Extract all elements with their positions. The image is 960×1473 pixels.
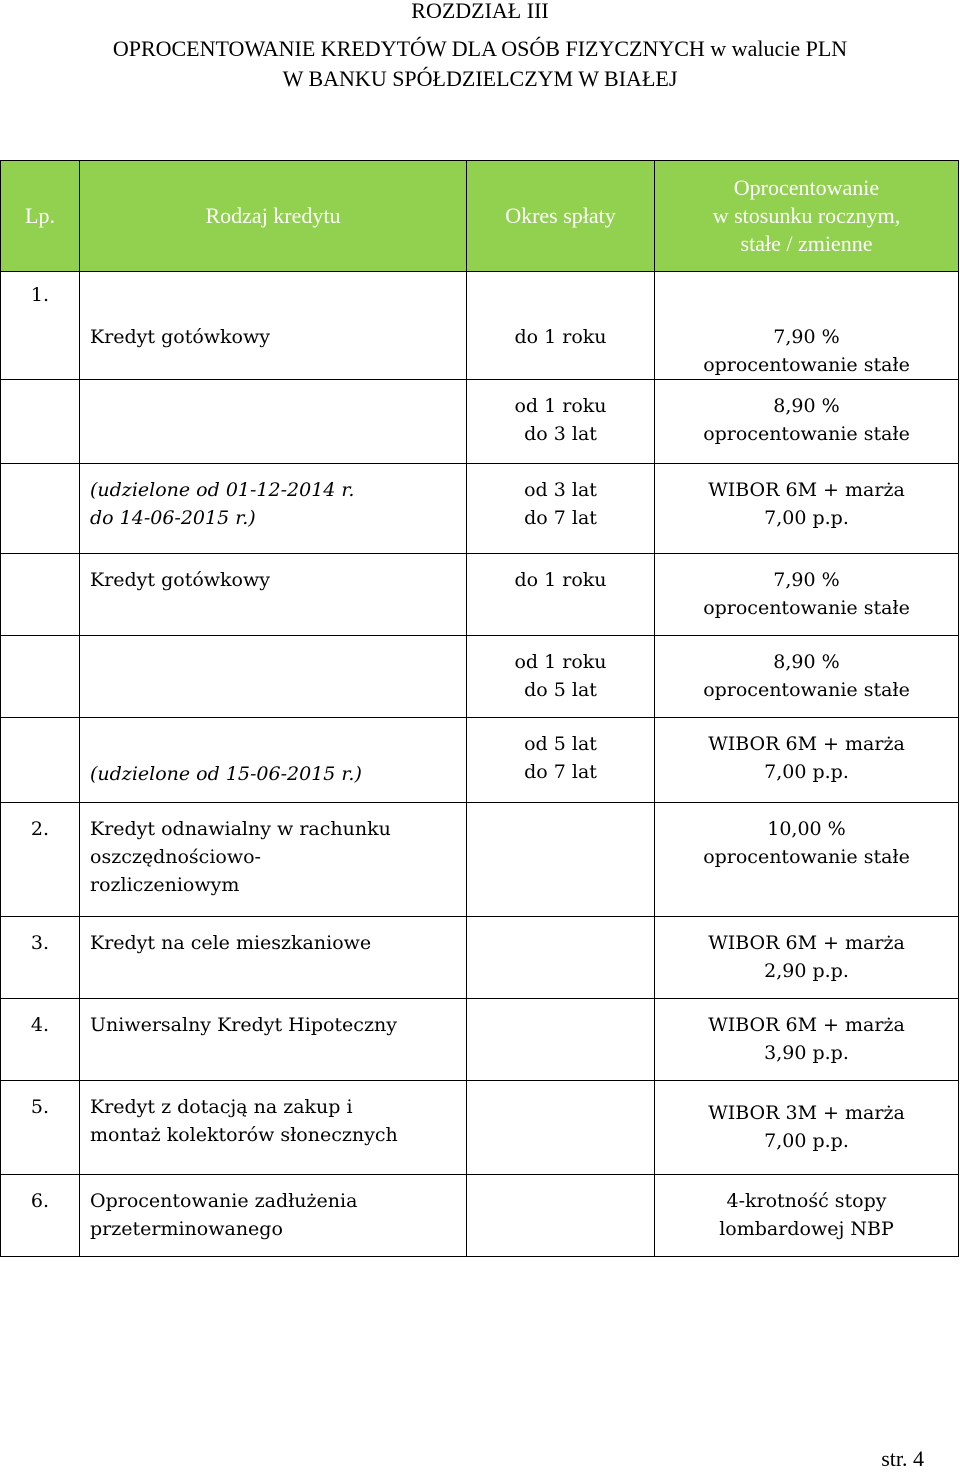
credit-name-line1: Oprocentowanie zadłużenia <box>90 1190 358 1212</box>
rate-value: 10,00 % <box>767 818 846 840</box>
credit-name-line3: rozliczeniowym <box>90 874 240 896</box>
period <box>467 718 655 803</box>
credit-name-line1: Kredyt odnawialny w rachunku <box>90 818 391 840</box>
rate-margin: 7,00 p.p. <box>764 1130 849 1152</box>
rate-margin: 7,00 p.p. <box>764 507 849 529</box>
period <box>467 380 655 464</box>
period-from: od 3 lat <box>524 479 597 501</box>
rate-type: oprocentowanie stałe <box>703 679 910 701</box>
row-number: 2. <box>1 803 80 917</box>
note-line1: (udzielone od 01-12-2014 r. <box>90 479 355 501</box>
credit-name <box>80 1175 467 1257</box>
rate-value: WIBOR 6M + marża <box>708 733 905 755</box>
rate-cell <box>655 1175 959 1257</box>
rate-basis: lombardowej NBP <box>719 1218 894 1240</box>
period-from: od 1 roku <box>514 395 607 417</box>
rate-cell <box>655 554 959 636</box>
rate-cell <box>655 272 959 380</box>
period-to: do 7 lat <box>524 761 597 783</box>
rate-cell <box>655 803 959 917</box>
period <box>467 464 655 554</box>
credit-name <box>80 803 467 917</box>
rate-value: WIBOR 3M + marża <box>708 1102 905 1124</box>
table-header-row <box>1 161 959 272</box>
rate-value: WIBOR 6M + marża <box>708 932 905 954</box>
rate-cell <box>655 917 959 999</box>
row-number: 6. <box>1 1175 80 1257</box>
rate-value: 4-krotność stopy <box>726 1190 887 1212</box>
rate-value: WIBOR 6M + marża <box>708 479 905 501</box>
credit-note: (udzielone od 15-06-2015 r.) <box>80 718 467 803</box>
interest-rate-table <box>0 160 959 1257</box>
rate-cell <box>655 999 959 1081</box>
rate-value: 7,90 % <box>773 326 840 348</box>
table-row <box>1 718 959 803</box>
rate-value: WIBOR 6M + marża <box>708 1014 905 1036</box>
table-row <box>1 272 959 380</box>
table-row <box>1 636 959 718</box>
header-rate-line3: stałe / zmienne <box>740 231 873 256</box>
note-line2: do 14-06-2015 r.) <box>90 507 256 529</box>
table-row <box>1 464 959 554</box>
rate-margin: 3,90 p.p. <box>764 1042 849 1064</box>
rate-value: 8,90 % <box>773 395 840 417</box>
credit-name-line2: przeterminowanego <box>90 1218 283 1240</box>
header-rate <box>655 161 959 272</box>
row-number: 3. <box>1 917 80 999</box>
row-number: 4. <box>1 999 80 1081</box>
page-number: str. 4 <box>881 1446 924 1471</box>
document-title-line1: OPROCENTOWANIE KREDYTÓW DLA OSÓB FIZYCZNYCH w walucie PLN <box>112 36 848 61</box>
rate-margin: 7,00 p.p. <box>764 761 849 783</box>
rate-cell <box>655 1081 959 1175</box>
header-rate-line2: w stosunku rocznym, <box>712 203 901 228</box>
credit-name <box>80 1081 467 1175</box>
rate-type: oprocentowanie stałe <box>703 846 910 868</box>
credit-note <box>80 464 467 554</box>
rate-value: 7,90 % <box>773 569 840 591</box>
period-to: do 7 lat <box>524 507 597 529</box>
header-rate-line1: Oprocentowanie <box>733 175 880 200</box>
row-number: 1. <box>1 272 80 380</box>
rate-type: oprocentowanie stałe <box>703 597 910 619</box>
table-row <box>1 999 959 1081</box>
table-row <box>1 803 959 917</box>
period: do 1 roku <box>467 554 655 636</box>
credit-name: Kredyt gotówkowy <box>80 272 467 380</box>
credit-name-line2: oszczędnościowo- <box>90 846 261 868</box>
period-from: od 1 roku <box>514 651 607 673</box>
rate-margin: 2,90 p.p. <box>764 960 849 982</box>
credit-name: Kredyt gotówkowy <box>80 554 467 636</box>
table-row <box>1 1081 959 1175</box>
header-period: Okres spłaty <box>467 161 655 272</box>
rate-type: oprocentowanie stałe <box>703 423 910 445</box>
header-lp: Lp. <box>1 161 80 272</box>
rate-cell <box>655 718 959 803</box>
credit-name-line1: Kredyt z dotacją na zakup i <box>90 1096 353 1118</box>
chapter-title: ROZDZIAŁ III <box>411 0 549 23</box>
rate-cell <box>655 464 959 554</box>
period-to: do 3 lat <box>524 423 597 445</box>
table-row <box>1 917 959 999</box>
table-row <box>1 1175 959 1257</box>
period: do 1 roku <box>467 272 655 380</box>
row-number: 5. <box>1 1081 80 1175</box>
rate-value: 8,90 % <box>773 651 840 673</box>
table-row <box>1 554 959 636</box>
rate-cell <box>655 380 959 464</box>
credit-name: Uniwersalny Kredyt Hipoteczny <box>80 999 467 1081</box>
rate-type: oprocentowanie stałe <box>703 354 910 376</box>
credit-name-line2: montaż kolektorów słonecznych <box>90 1124 398 1146</box>
credit-name: Kredyt na cele mieszkaniowe <box>80 917 467 999</box>
document-title-line2: W BANKU SPÓŁDZIELCZYM W BIAŁEJ <box>282 66 678 91</box>
period-to: do 5 lat <box>524 679 597 701</box>
table-row <box>1 380 959 464</box>
rate-cell <box>655 636 959 718</box>
period-from: od 5 lat <box>524 733 597 755</box>
period <box>467 636 655 718</box>
header-credit-type: Rodzaj kredytu <box>80 161 467 272</box>
